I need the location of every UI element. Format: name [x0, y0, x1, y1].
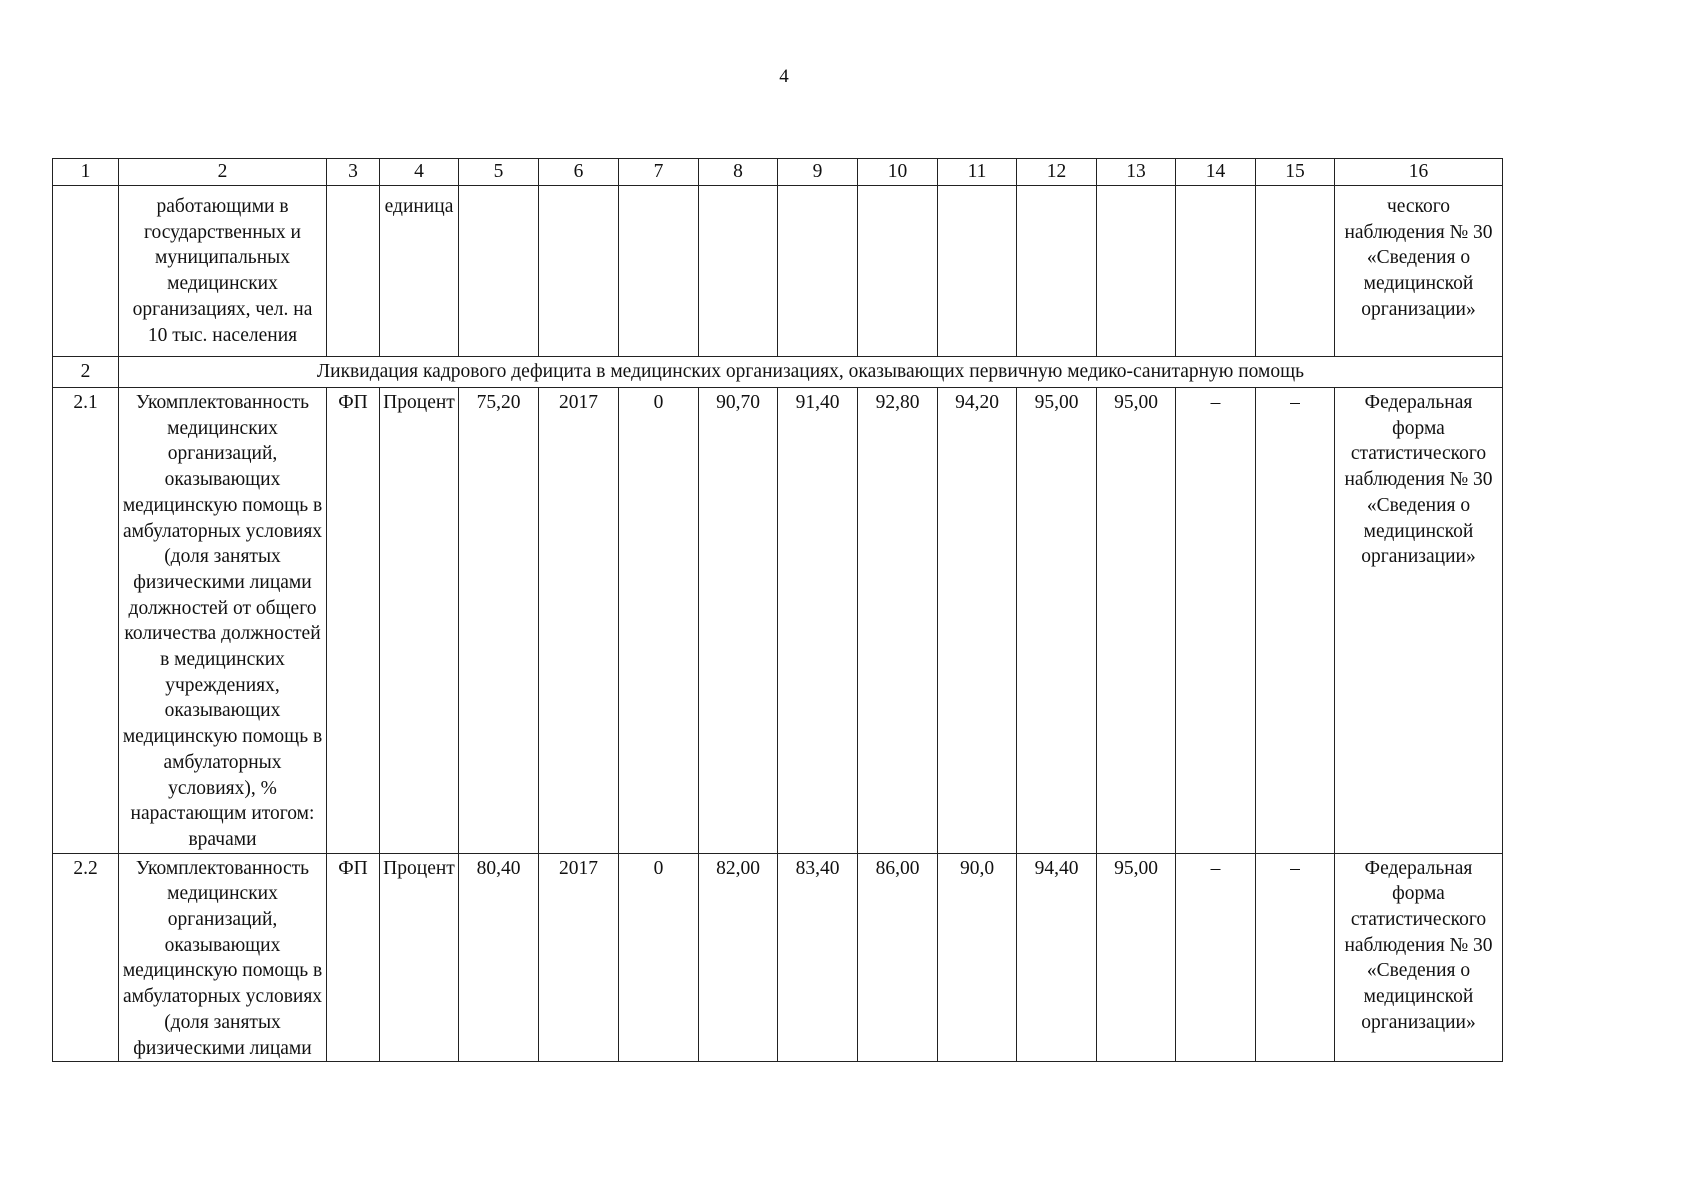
cell-empty: [327, 186, 380, 357]
column-number: 15: [1256, 159, 1335, 186]
unit: Процент: [380, 388, 459, 854]
cell-empty: [938, 186, 1017, 357]
table-row: [53, 388, 1503, 854]
value-cell: –: [1176, 388, 1256, 854]
continuation-source: ческого наблюдения № 30 «Сведения о медицинской организации»: [1335, 186, 1503, 357]
cell-empty: [619, 186, 699, 357]
indicator-type: ФП: [327, 853, 380, 1062]
value-cell: 0: [619, 388, 699, 854]
value-cell: 94,40: [1017, 853, 1097, 1062]
table-row: [53, 853, 1503, 1062]
value-cell: 95,00: [1097, 388, 1176, 854]
page-number: 4: [779, 66, 789, 87]
row-number: 2.2: [53, 853, 119, 1062]
continuation-indicator-name: работающими в государственных и муниципальных медицинских организациях, чел. на 10 тыс. населения: [119, 186, 327, 357]
base-value: 75,20: [459, 388, 539, 854]
column-number: 7: [619, 159, 699, 186]
indicator-type: ФП: [327, 388, 380, 854]
base-year: 2017: [539, 388, 619, 854]
continuation-row: [53, 186, 1503, 357]
indicators-table: [52, 158, 1503, 1062]
cell-empty: [778, 186, 858, 357]
column-number: 12: [1017, 159, 1097, 186]
value-cell: 0: [619, 853, 699, 1062]
row-number: 2.1: [53, 388, 119, 854]
cell-empty: [1017, 186, 1097, 357]
base-year: 2017: [539, 853, 619, 1062]
value-cell: 83,40: [778, 853, 858, 1062]
column-number: 13: [1097, 159, 1176, 186]
value-cell: 90,70: [699, 388, 778, 854]
column-number: 4: [380, 159, 459, 186]
column-number: 16: [1335, 159, 1503, 186]
value-cell: 95,00: [1097, 853, 1176, 1062]
column-number: 5: [459, 159, 539, 186]
value-cell: –: [1176, 853, 1256, 1062]
section-number: 2: [53, 357, 119, 388]
column-number: 14: [1176, 159, 1256, 186]
continuation-unit: единица: [380, 186, 459, 357]
indicator-name: Укомплектованность медицинских организаций, оказывающих медицинскую помощь в амбулаторных условиях (доля занятых физическими лицами должностей от общего количества должностей в медицинских учреждениях, оказывающих медицинскую помощь в амбулаторных условиях), % нарастающим итогом: врачами: [119, 388, 327, 854]
unit: Процент: [380, 853, 459, 1062]
column-number: 3: [327, 159, 380, 186]
base-value: 80,40: [459, 853, 539, 1062]
indicator-name: Укомплектованность медицинских организаций, оказывающих медицинскую помощь в амбулаторных условиях (доля занятых физическими лицами: [119, 853, 327, 1062]
cell-empty: [858, 186, 938, 357]
value-cell: 95,00: [1017, 388, 1097, 854]
column-number: 1: [53, 159, 119, 186]
value-cell: –: [1256, 388, 1335, 854]
value-cell: 82,00: [699, 853, 778, 1062]
column-number: 6: [539, 159, 619, 186]
cell-empty: [539, 186, 619, 357]
value-cell: 91,40: [778, 388, 858, 854]
value-cell: 94,20: [938, 388, 1017, 854]
cell-empty: [1256, 186, 1335, 357]
data-source: Федеральная форма статистического наблюдения № 30 «Сведения о медицинской организации»: [1335, 388, 1503, 854]
value-cell: –: [1256, 853, 1335, 1062]
value-cell: 92,80: [858, 388, 938, 854]
column-number: 8: [699, 159, 778, 186]
section-title: Ликвидация кадрового дефицита в медицинских организациях, оказывающих первичную медико-санитарную помощь: [119, 357, 1503, 388]
column-number-row: [53, 159, 1503, 186]
cell-empty: [53, 186, 119, 357]
cell-empty: [1097, 186, 1176, 357]
cell-empty: [699, 186, 778, 357]
column-number: 11: [938, 159, 1017, 186]
column-number: 10: [858, 159, 938, 186]
cell-empty: [1176, 186, 1256, 357]
cell-empty: [459, 186, 539, 357]
data-source: Федеральная форма статистического наблюдения № 30 «Сведения о медицинской организации»: [1335, 853, 1503, 1062]
section-row: [53, 357, 1503, 388]
column-number: 9: [778, 159, 858, 186]
value-cell: 86,00: [858, 853, 938, 1062]
column-number: 2: [119, 159, 327, 186]
value-cell: 90,0: [938, 853, 1017, 1062]
